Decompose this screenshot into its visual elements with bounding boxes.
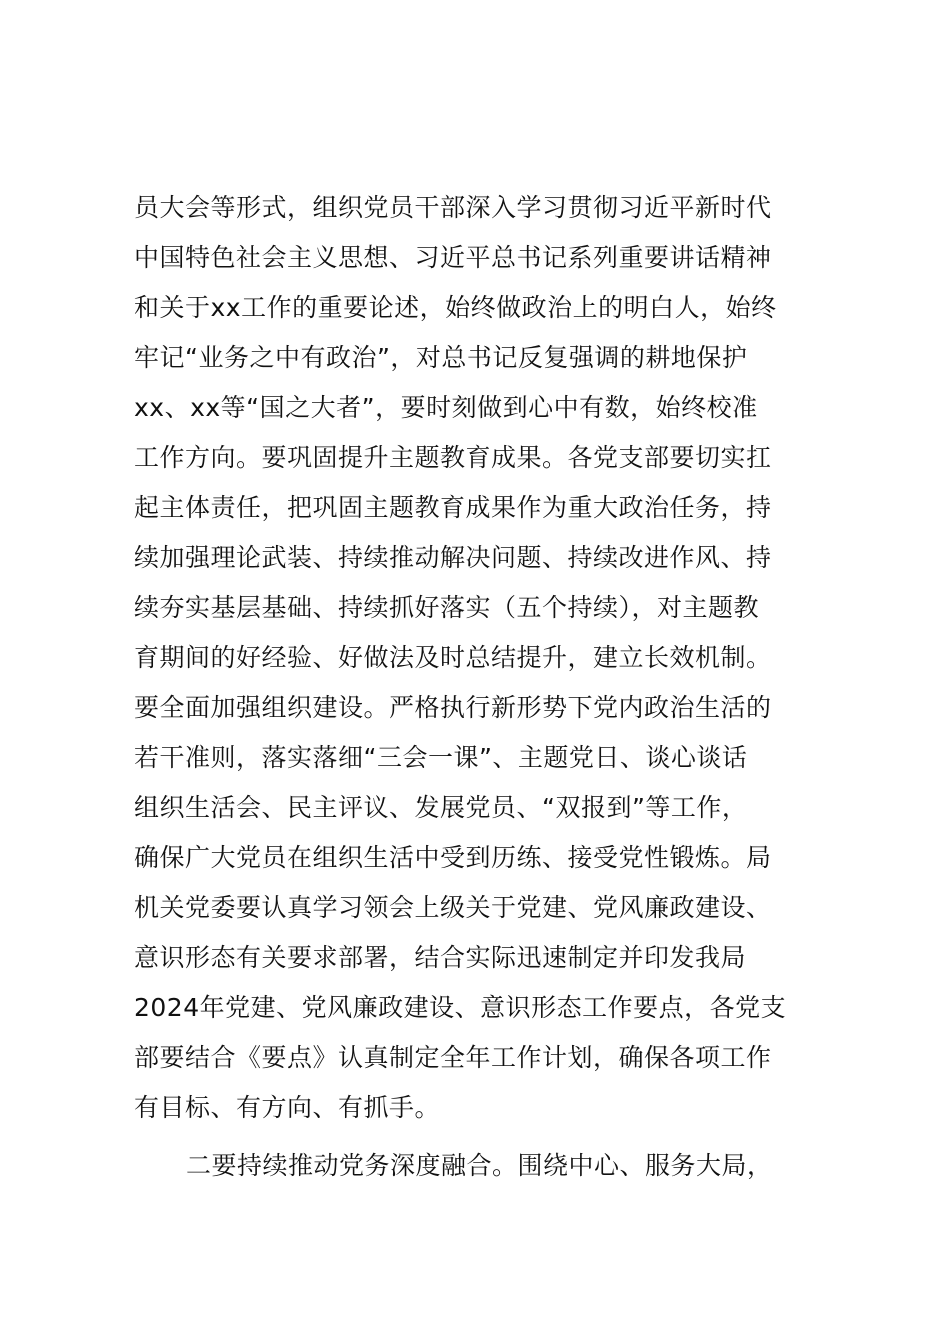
paragraph-1 xyxy=(134,183,854,1133)
text-line: 和关于xx工作的重要论述，始终做政治上的明白人，始终 xyxy=(134,293,777,322)
text-line: 牢记“业务之中有政治”，对总书记反复强调的耕地保护 xyxy=(134,343,748,372)
text-line: 意识形态有关要求部署，结合实际迅速制定并印发我局 xyxy=(134,943,747,972)
paragraph-spacer xyxy=(134,1133,854,1141)
text-line: 工作方向。要巩固提升主题教育成果。各党支部要切实扛 xyxy=(134,443,772,472)
text-line: 起主体责任，把巩固主题教育成果作为重大政治任务，持 xyxy=(134,493,772,522)
text-line: xx、xx等“国之大者”，要时刻做到心中有数，始终校准 xyxy=(134,393,758,422)
text-line: 有目标、有方向、有抓手。 xyxy=(134,1093,441,1122)
text-line: 续夯实基层基础、持续抓好落实（五个持续），对主题教 xyxy=(134,593,760,622)
text-line: 若干准则，落实落细“三会一课”、主题党日、谈心谈话 xyxy=(134,743,748,772)
text-line: 员大会等形式，组织党员干部深入学习贯彻习近平新时代 xyxy=(134,193,772,222)
text-line: 组织生活会、民主评议、发展党员、“双报到”等工作， xyxy=(134,793,748,822)
text-line: 部要结合《要点》认真制定全年工作计划，确保各项工作 xyxy=(134,1043,772,1072)
text-line: 中国特色社会主义思想、习近平总书记系列重要讲话精神 xyxy=(134,243,772,272)
text-line: 要全面加强组织建设。严格执行新形势下党内政治生活的 xyxy=(134,693,772,722)
text-line: 机关党委要认真学习领会上级关于党建、党风廉政建设、 xyxy=(134,893,772,922)
body-text xyxy=(134,183,854,1191)
text-line: 育期间的好经验、好做法及时总结提升，建立长效机制。 xyxy=(134,643,772,672)
text-line: 确保广大党员在组织生活中受到历练、接受党性锻炼。局 xyxy=(134,843,772,872)
text-line: 续加强理论武装、持续推动解决问题、持续改进作风、持 xyxy=(134,543,772,572)
text-line: 2024年党建、党风廉政建设、意识形态工作要点，各党支 xyxy=(134,993,787,1022)
paragraph-2 xyxy=(134,1141,854,1191)
text-line: 二要持续推动党务深度融合。围绕中心、服务大局， xyxy=(186,1151,773,1180)
